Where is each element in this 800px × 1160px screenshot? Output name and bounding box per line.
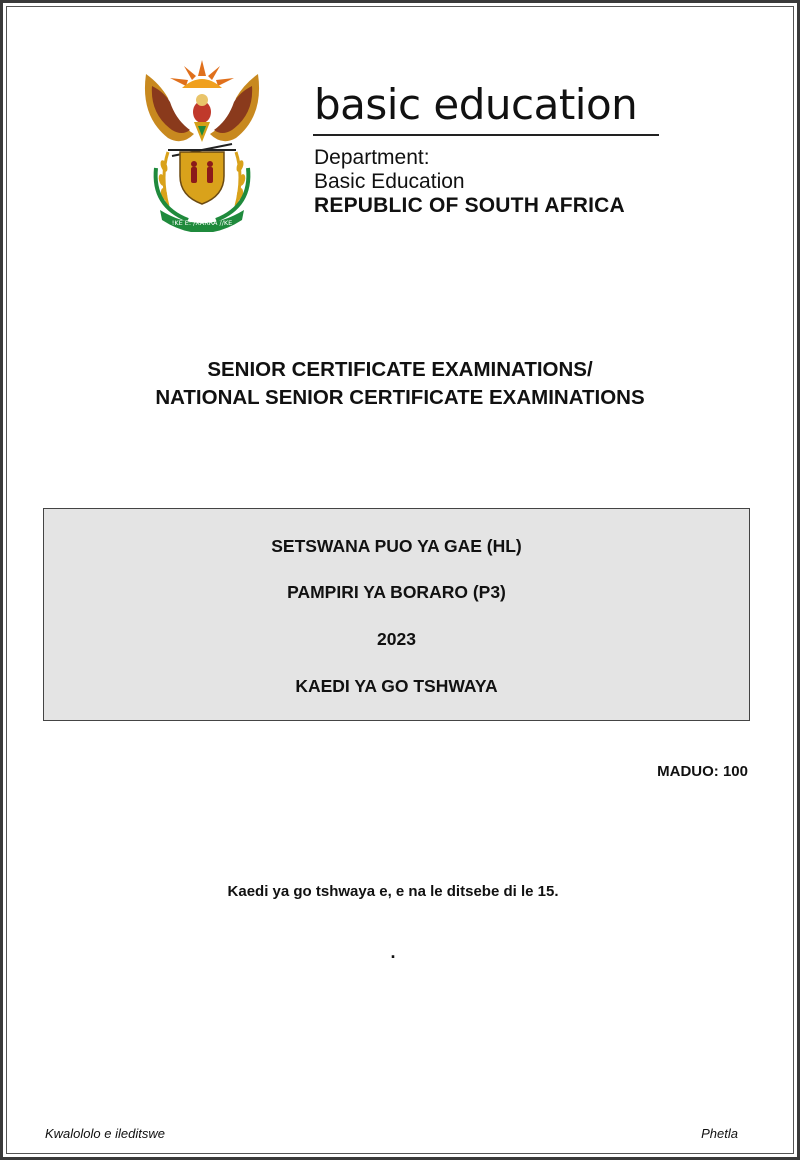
subject-info-box: [43, 508, 750, 721]
footer-copyright: Kwalololo e ileditswe: [45, 1126, 165, 1141]
exam-heading-line2: NATIONAL SENIOR CERTIFICATE EXAMINATIONS: [155, 386, 645, 409]
department-name: Basic Education: [314, 170, 465, 193]
exam-heading-line1: SENIOR CERTIFICATE EXAMINATIONS/: [207, 358, 593, 381]
department-label: [314, 146, 465, 194]
subject-name: SETSWANA PUO YA GAE (HL): [271, 536, 522, 556]
brand-underline: [313, 134, 659, 136]
exam-year: 2023: [377, 629, 416, 649]
total-marks: MADUO: 100: [657, 763, 748, 780]
footer-turn-over: Phetla: [701, 1126, 738, 1141]
department-line: Department:: [314, 146, 430, 169]
paper-number: PAMPIRI YA BORARO (P3): [287, 582, 506, 602]
country-name: REPUBLIC OF SOUTH AFRICA: [314, 194, 625, 217]
coat-of-arms-icon: [138, 56, 266, 232]
exam-heading: [0, 356, 800, 412]
dot-mark: .: [390, 942, 396, 962]
page-count-note: Kaedi ya go tshwaya e, e na le ditsebe di le 15.: [227, 883, 559, 900]
document-type: KAEDI YA GO TSHWAYA: [295, 676, 498, 696]
brand-title: basic education: [314, 80, 638, 129]
svg-text:!KE E: /XARRA //KE: !KE E: /XARRA //KE: [171, 219, 233, 227]
